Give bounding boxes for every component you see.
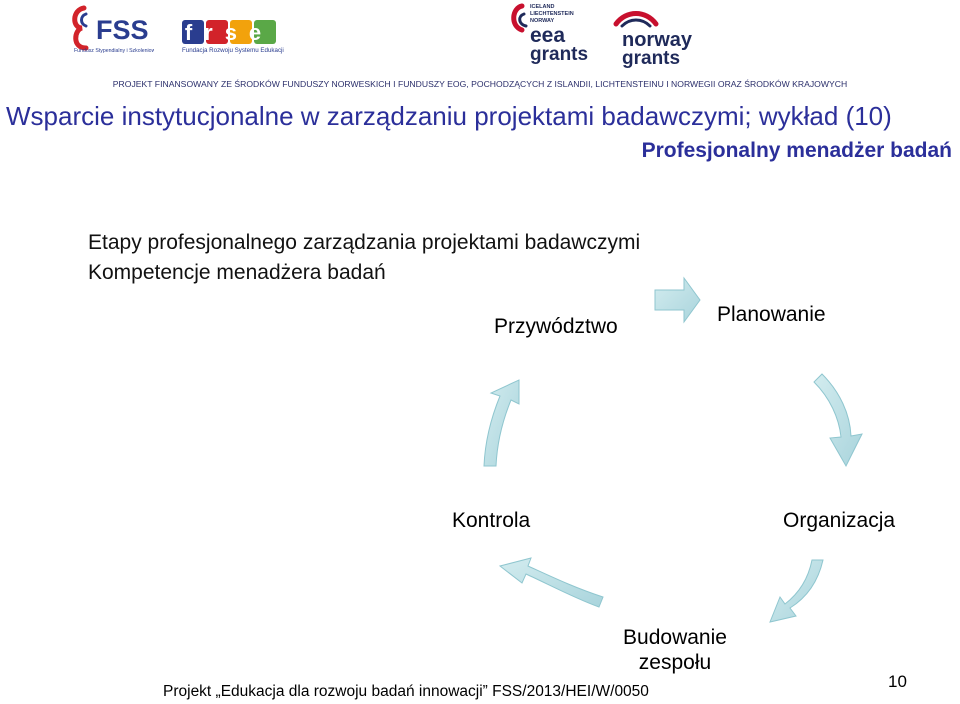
cycle-step-planning: Planowanie [717,303,826,326]
slide-subtitle: Profesjonalny menadżer badań [641,139,952,162]
cycle-step-control: Kontrola [452,509,531,532]
norway-logo-line1: norway [622,29,693,51]
eea-country-2: LIECHTENSTEIN [530,11,574,17]
project-footer: Projekt „Edukacja dla rozwoju badań innowacji” FSS/2013/HEI/W/0050 [163,683,649,700]
frse-logo-text: frse [184,20,274,45]
topic-item: Etapy profesjonalnego zarządzania projektami badawczymi [88,231,641,254]
cycle-step-leadership: Przywództwo [494,315,618,338]
page-number: 10 [888,672,907,691]
cycle-arrow-planning-to-organizing [814,374,862,466]
eea-logo-line2: grants [530,44,589,64]
cycle-arrow-team-to-control [500,558,603,607]
fss-logo-text: FSS [96,15,149,45]
fss-logo-subtext: Fundusz Stypendialny i Szkoleniowy [74,48,154,54]
slide-title: Wsparcie instytucjonalne w zarządzaniu projektami badawczymi; wykład (10) [6,101,892,131]
cycle-arrow-control-to-leadership [484,380,519,466]
funding-statement: PROJEKT FINANSOWANY ZE ŚRODKÓW FUNDUSZY NORWESKICH I FUNDUSZY EOG, POCHODZĄCYCH Z ISLANDII, LICHTENSTEINU I NORWEGII ORAZ ŚRODKÓW KRAJOWYCH [112,79,848,89]
cycle-step-team-building [606,625,744,675]
frse-logo-subtext: Fundacja Rozwoju Systemu Edukacji [182,47,284,54]
topic-item: Kompetencje menadżera badań [88,261,386,284]
cycle-arrow-organizing-to-team [770,560,823,622]
cycle-step-organizing: Organizacja [783,509,896,532]
cycle-step-team-building-line2: zespołu [638,651,712,674]
cycle-arrow-leadership-to-planning [655,278,700,322]
eea-logo-line1: eea [530,24,566,47]
eea-country-3: NORWAY [530,18,555,24]
eea-country-1: ICELAND [530,4,555,10]
norway-logo-line2: grants [622,48,681,68]
cycle-step-team-building-line1: Budowanie [623,626,727,649]
